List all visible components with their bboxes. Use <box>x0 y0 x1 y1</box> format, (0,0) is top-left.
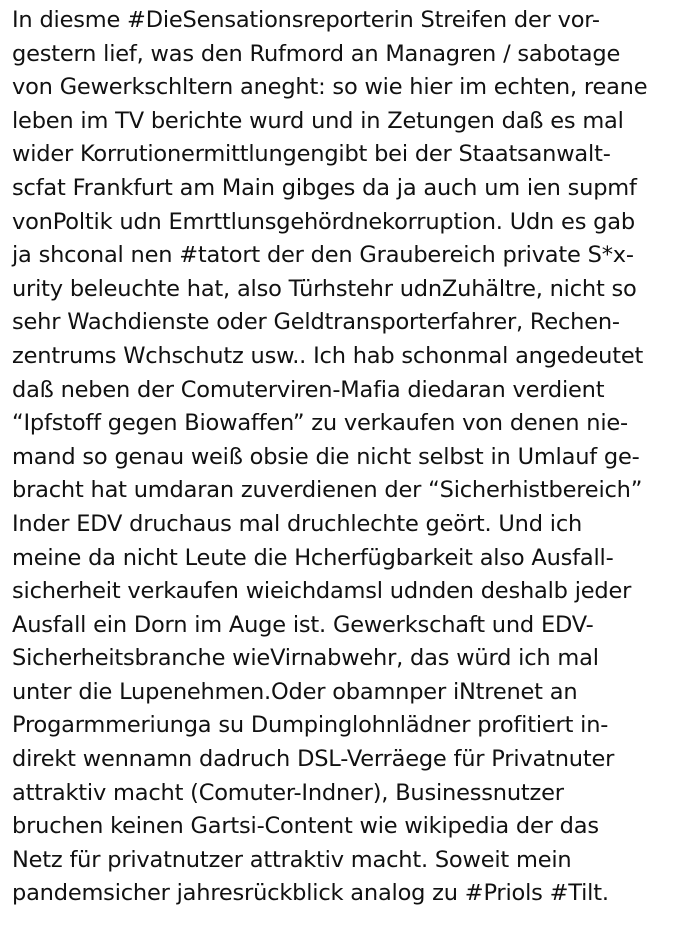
text-line-26: Netz für privatnutzer attraktiv macht. Soweit mein <box>12 846 572 873</box>
text-line-4: leben im TV berichte wurd und in Zetungen daß es mal <box>12 107 624 134</box>
text-line-27: pandemsicher jahresrückblick analog zu #Priols #Tilt. <box>12 880 609 907</box>
text-line-17: meine da nicht Leute die Hcherfügbarkeit also Ausfall- <box>12 544 614 571</box>
text-line-14: mand so genau weiß obsie die nicht selbst in Umlauf ge- <box>12 443 640 470</box>
text-line-15: bracht hat umdaran zuverdienen der “Sicherhistbereich” <box>12 477 643 504</box>
text-line-23: direkt wennamn dadruch DSL-Verräege für Privatnuter <box>12 746 615 773</box>
text-line-20: Sicherheitsbranche wieVirnabwehr, das würd ich mal <box>12 645 599 672</box>
text-line-21: unter die Lupenehmen.Oder obamnper iNtrenet an <box>12 678 578 705</box>
text-line-18: sicherheit verkaufen wieichdamsl udnden deshalb jeder <box>12 578 632 605</box>
text-line-24: attraktiv macht (Comuter-Indner), Businessnutzer <box>12 779 564 806</box>
text-line-19: Ausfall ein Dorn im Auge ist. Gewerkschaft und EDV- <box>12 611 594 638</box>
text-line-6: scfat Frankfurt am Main gibges da ja auch um ien supmf <box>12 174 637 201</box>
text-line-5: wider Korrutionermittlungengibt bei der Staatsanwalt- <box>12 141 611 168</box>
text-line-22: Progarmmeriunga su Dumpinglohnlädner profitiert in- <box>12 712 609 739</box>
text-line-11: zentrums Wchschutz usw.. Ich hab schonmal angedeutet <box>12 342 644 369</box>
document-text <box>12 4 680 911</box>
text-line-3: von Gewerkschltern aneght: so wie hier im echten, reane <box>12 74 648 101</box>
text-line-12: daß neben der Comuterviren-Mafia diedaran verdient <box>12 376 605 403</box>
text-line-9: urity beleuchte hat, also Türhstehr udnZuhältre, nicht so <box>12 275 637 302</box>
text-line-7: vonPoltik udn Emrttlunsgehördnekorruption. Udn es gab <box>12 208 635 235</box>
text-line-13: “Ipfstoff gegen Biowaffen” zu verkaufen von denen nie- <box>12 410 628 437</box>
text-line-2: gestern lief, was den Rufmord an Managren / sabotage <box>12 40 621 67</box>
text-line-16: Inder EDV druchaus mal druchlechte geört. Und ich <box>12 510 583 537</box>
text-line-10: sehr Wachdienste oder Geldtransporterfahrer, Rechen- <box>12 309 620 336</box>
text-line-1: In diesme #DieSensationsreporterin Streifen der vor- <box>12 7 600 33</box>
text-line-8: ja shconal nen #tatort der den Graubereich private S*x- <box>12 242 634 269</box>
text-line-25: bruchen keinen Gartsi-Content wie wikipedia der das <box>12 813 599 840</box>
